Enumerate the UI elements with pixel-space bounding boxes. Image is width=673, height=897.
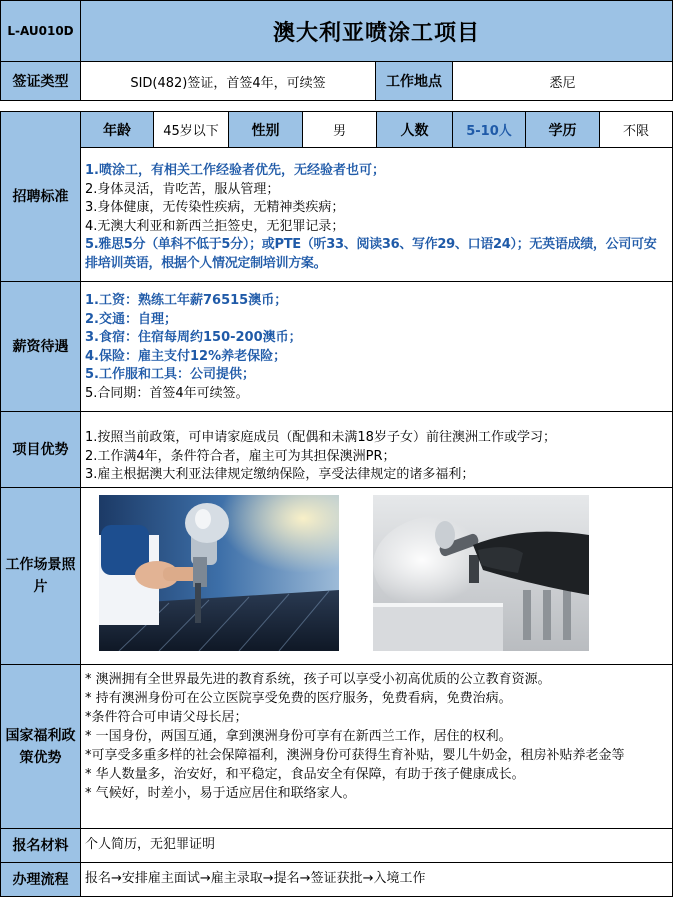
criteria-label: 招聘标准 [0,111,81,282]
process-label: 办理流程 [0,862,81,897]
list-item: 5.雅思5分（单科不低于5分）；或PTE（听33、阅读36、写作29、口语24）；无英语成绩，公司可安排培训英语，根据个人情况定制培训方案。 [85,237,657,271]
list-item: 3.食宿：住宿每周约150-200澳币； [85,330,302,346]
list-item: *可享受多重多样的社会保障福利，澳洲身份可获得生育补贴，婴儿牛奶金，租房补贴养老金等 [85,748,625,763]
work-location-value: 悉尼 [452,61,673,101]
salary-content [80,281,673,412]
gender-value: 男 [302,111,377,148]
list-item: 1.喷涂工，有相关工作经验者优先，无经验者也可； [85,163,385,178]
advantages-content [80,411,673,488]
list-item: 1.工资：熟练工年薪76515澳币； [85,293,288,308]
age-label: 年龄 [80,111,154,148]
criteria-content [80,147,673,282]
list-item: 3.身体健康，无传染性疾病，无精神类疾病； [85,200,345,216]
photos-label: 工作场景照片 [0,487,81,665]
welfare-content [80,664,673,829]
materials-value: 个人简历，无犯罪证明 [80,828,673,863]
advantages-label: 项目优势 [0,411,81,488]
list-item: 1.按照当前政策，可申请家庭成员（配偶和未满18岁子女）前往澳洲工作或学习； [85,430,556,445]
spray-painting-photo-right [373,495,589,651]
visa-type-value: SID(482)签证，首签4年，可续签 [80,61,376,101]
salary-label: 薪资待遇 [0,281,81,412]
list-item: *条件符合可申请父母长居； [85,710,248,725]
page-title: 澳大利亚喷涂工项目 [80,0,673,62]
list-item: 2.身体灵活，肯吃苦，服从管理； [85,181,280,197]
education-value: 不限 [599,111,673,148]
visa-type-label: 签证类型 [0,61,81,101]
list-item: 2.工作满4年，条件符合者，雇主可为其担保澳洲PR； [85,448,396,464]
list-item: 3.雇主根据澳大利亚法律规定缴纳保险，享受法律规定的诸多福利； [85,467,475,483]
spray-painting-photo-left [99,495,339,651]
list-item: * 持有澳洲身份可在公立医院享受免费的医疗服务，免费看病，免费治病。 [85,691,512,706]
process-value: 报名→安排雇主面试→雇主录取→提名→签证获批→入境工作 [80,862,673,897]
list-item: 5.合同期：首签4年可续签。 [85,385,249,401]
welfare-label: 国家福利政策优势 [0,664,81,829]
list-item: * 气候好，时差小，易于适应居住和联络家人。 [85,786,356,801]
count-label: 人数 [376,111,453,148]
project-code: L-AU010D [0,0,81,62]
list-item: 2.交通：自理； [85,311,177,327]
list-item: 4.无澳大利亚和新西兰拒签史，无犯罪记录； [85,218,345,234]
list-item: * 澳洲拥有全世界最先进的教育系统，孩子可以享受小初高优质的公立教育资源。 [85,672,551,687]
gender-label: 性别 [228,111,303,148]
list-item: 5.工作服和工具：公司提供； [85,367,255,383]
count-value: 5-10人 [452,111,526,148]
age-value: 45岁以下 [153,111,229,148]
materials-label: 报名材料 [0,828,81,863]
list-item: 4.保险：雇主支付12%养老保险； [85,348,287,364]
work-location-label: 工作地点 [375,61,453,101]
list-item: * 一国身份，两国互通，拿到澳洲身份可享有在新西兰工作，居住的权利。 [85,729,512,744]
list-item: * 华人数量多，治安好，和平稳定，食品安全有保障，有助于孩子健康成长。 [85,767,525,782]
education-label: 学历 [525,111,600,148]
